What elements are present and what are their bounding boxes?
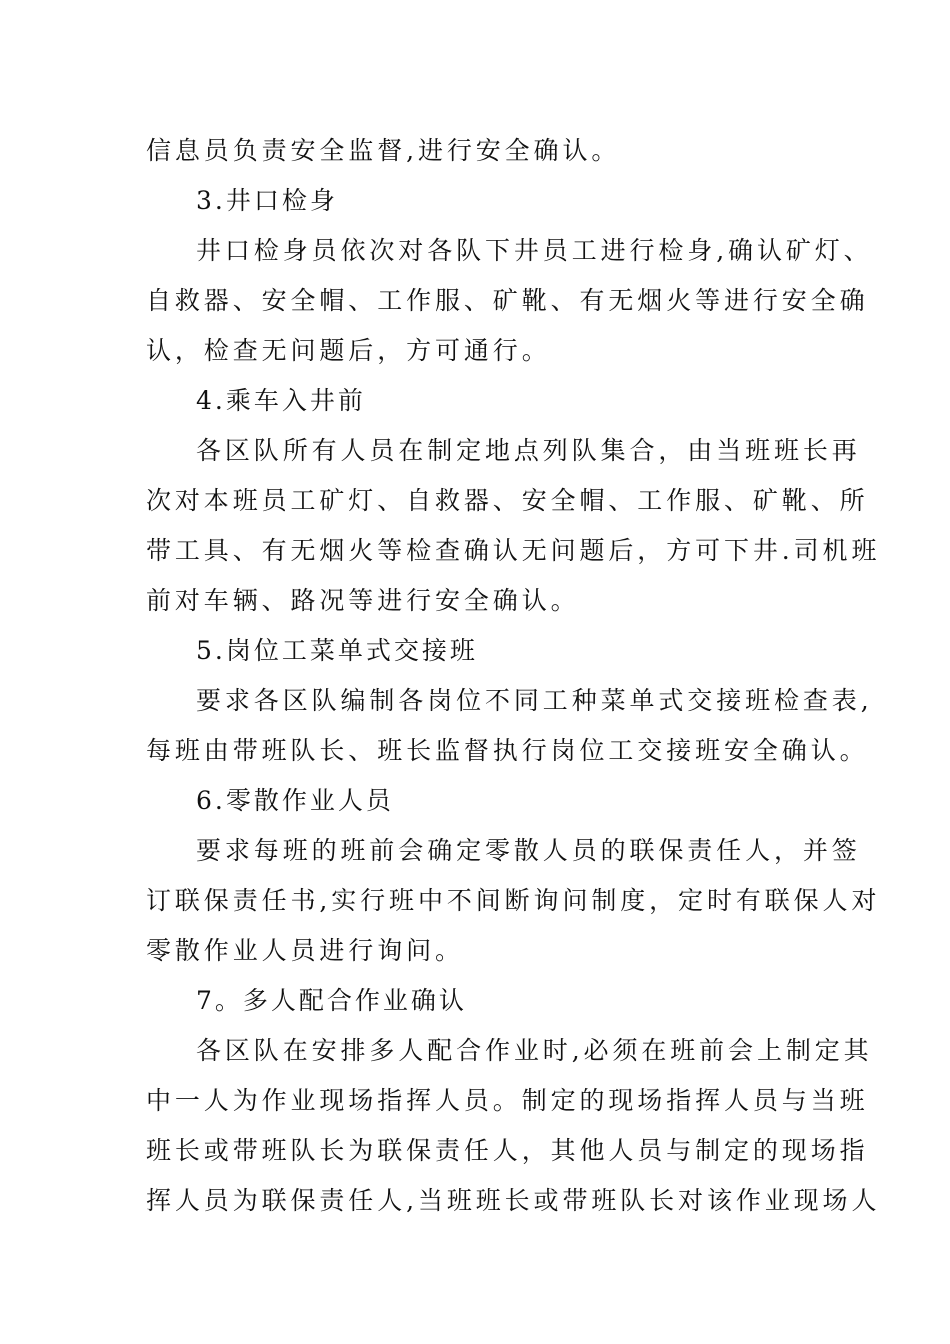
body-text-line: 带工具、有无烟火等检查确认无问题后，方可下井.司机班 <box>146 536 881 565</box>
body-text-line: 每班由带班队长、班长监督执行岗位工交接班安全确认。 <box>146 736 869 765</box>
section-heading-7: 7。多人配合作业确认 <box>196 986 467 1015</box>
paragraph-first-line: 要求各区队编制各岗位不同工种菜单式交接班检查表, <box>196 686 873 715</box>
body-text-line: 挥人员为联保责任人,当班班长或带班队长对该作业现场人 <box>146 1186 881 1215</box>
body-text-line: 前对车辆、路况等进行安全确认。 <box>146 586 580 615</box>
body-text-line: 订联保责任书,实行班中不间断询问制度，定时有联保人对 <box>146 886 881 915</box>
section-heading-3: 3.井口检身 <box>196 186 338 215</box>
body-text-line: 班长或带班队长为联保责任人，其他人员与制定的现场指 <box>146 1136 869 1165</box>
body-text-line: 零散作业人员进行询问。 <box>146 936 464 965</box>
body-text-line: 自救器、安全帽、工作服、矿靴、有无烟火等进行安全确 <box>146 286 869 315</box>
body-text-line: 认，检查无问题后，方可通行。 <box>146 336 551 365</box>
body-text-line: 信息员负责安全监督,进行安全确认。 <box>146 136 621 165</box>
section-heading-5: 5.岗位工菜单式交接班 <box>196 636 478 665</box>
section-heading-6: 6.零散作业人员 <box>196 786 394 815</box>
paragraph-first-line: 要求每班的班前会确定零散人员的联保责任人，并签 <box>196 836 861 865</box>
paragraph-first-line: 各区队在安排多人配合作业时,必须在班前会上制定其 <box>196 1036 873 1065</box>
section-heading-4: 4.乘车入井前 <box>196 386 366 415</box>
body-text-line: 次对本班员工矿灯、自救器、安全帽、工作服、矿靴、所 <box>146 486 869 515</box>
paragraph-first-line: 各区队所有人员在制定地点列队集合，由当班班长再 <box>196 436 861 465</box>
paragraph-first-line: 井口检身员依次对各队下井员工进行检身,确认矿灯、 <box>196 236 873 265</box>
body-text-line: 中一人为作业现场指挥人员。制定的现场指挥人员与当班 <box>146 1086 869 1115</box>
